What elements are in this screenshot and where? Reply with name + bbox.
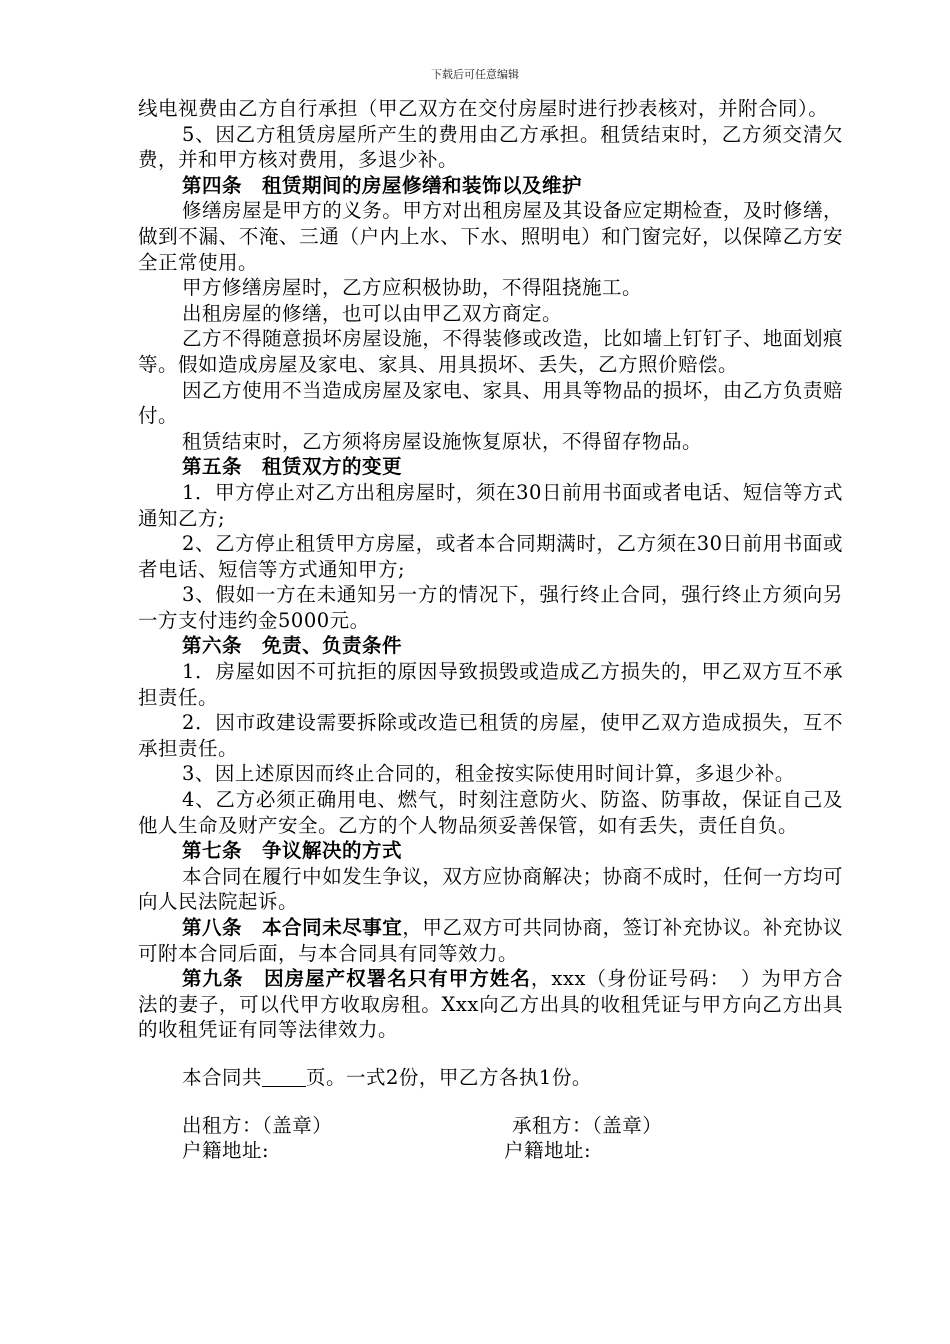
page-header: 下载后可任意编辑 [431,68,519,81]
article-heading: 第四条 租赁期间的房屋修缮和装饰以及维护 [182,173,583,197]
paragraph: 甲方修缮房屋时，乙方应积极协助，不得阻挠施工。 [182,276,643,300]
paragraph: 1．房屋如因不可抗拒的原因导致损毁或造成乙方损失的，甲乙双方互不承担责任。 [138,660,843,709]
page-count-before: 本合同共 [182,1065,263,1089]
paragraph-list [138,96,843,915]
article-9-heading: 第九条 因房屋产权署名只有甲方姓名 [182,967,531,991]
article-heading: 第七条 争议解决的方式 [182,839,403,863]
article-heading: 第五条 租赁双方的变更 [182,455,403,479]
paragraph: 4、乙方必须正确用电、燃气，时刻注意防火、防盗、防事故，保证自己及他人生命及财产安全。乙方的个人物品须妥善保管，如有丢失，责任自负。 [138,788,843,837]
paragraph: 租赁结束时，乙方须将房屋设施恢复原状，不得留存物品。 [182,429,703,453]
paragraph: 本合同在履行中如发生争议，双方应协商解决；协商不成时，任何一方均可向人民法院起诉。 [138,864,843,914]
page-count-blank [262,1068,306,1087]
article-8-paragraph [138,915,843,966]
address-row [138,1138,843,1164]
page-count-line [138,1065,843,1091]
paragraph: 2．因市政建设需要拆除或改造已租赁的房屋，使甲乙双方造成损失，互不承担责任。 [138,711,843,760]
paragraph: 出租房屋的修缮，也可以由甲乙双方商定。 [182,301,563,325]
lessee-seal: 承租方：（盖章） [512,1113,663,1137]
article-8-heading: 第八条 本合同未尽事宜 [182,916,403,939]
lessor-address: 户籍地址: [182,1139,270,1163]
paragraph: 线电视费由乙方自行承担（甲乙双方在交付房屋时进行抄表核对，并附合同）。 [138,97,829,120]
paragraph: 因乙方使用不当造成房屋及家电、家具、用具等物品的损坏，由乙方负责赔付。 [138,378,843,428]
page-count-after: 页。一式2份，甲乙方各执1份。 [306,1065,592,1089]
article-8-text: ，甲乙双方可共同协商，签订补充协议。补充协议可附本合同后面，与本合同具有同等效力。 [138,916,843,965]
paragraph: 3、假如一方在未通知另一方的情况下，强行终止合同，强行终止方须向另一方支付违约金5000元。 [138,583,843,632]
lessee-address: 户籍地址: [504,1139,592,1163]
paragraph: 修缮房屋是甲方的义务。甲方对出租房屋及其设备应定期检查，及时修缮，做到不漏、不淹、三通（户内上水、下水、照明电）和门窗完好，以保障乙方安全正常使用。 [138,199,843,274]
article-heading: 第六条 免责、负责条件 [182,634,403,658]
paragraph: 2、乙方停止租赁甲方房屋，或者本合同期满时，乙方须在30日前用书面或者电话、短信等方式通知甲方; [138,532,843,581]
signature-row [138,1113,843,1139]
document-body [138,96,843,1164]
article-9-text: ，xxx（身份证号码： ）为甲方合法的妻子，可以代甲方收取房租。Xxx向乙方出具的收租凭证与甲方向乙方出具的收租凭证有同等法律效力。 [138,967,843,1042]
article-9-paragraph [138,966,843,1043]
lessor-seal: 出租方：（盖章） [182,1113,333,1137]
paragraph: 1．甲方停止对乙方出租房屋时，须在30日前用书面或者电话、短信等方式通知乙方; [138,480,843,530]
paragraph: 5、因乙方租赁房屋所产生的费用由乙方承担。租赁结束时，乙方须交清欠费，并和甲方核对费用，多退少补。 [138,122,843,172]
paragraph: 乙方不得随意损坏房屋设施，不得装修或改造，比如墙上钉钉子、地面划痕等。假如造成房屋及家电、家具、用具损坏、丢失，乙方照价赔偿。 [138,327,843,376]
paragraph: 3、因上述原因而终止合同的，租金按实际使用时间计算，多退少补。 [182,762,795,786]
